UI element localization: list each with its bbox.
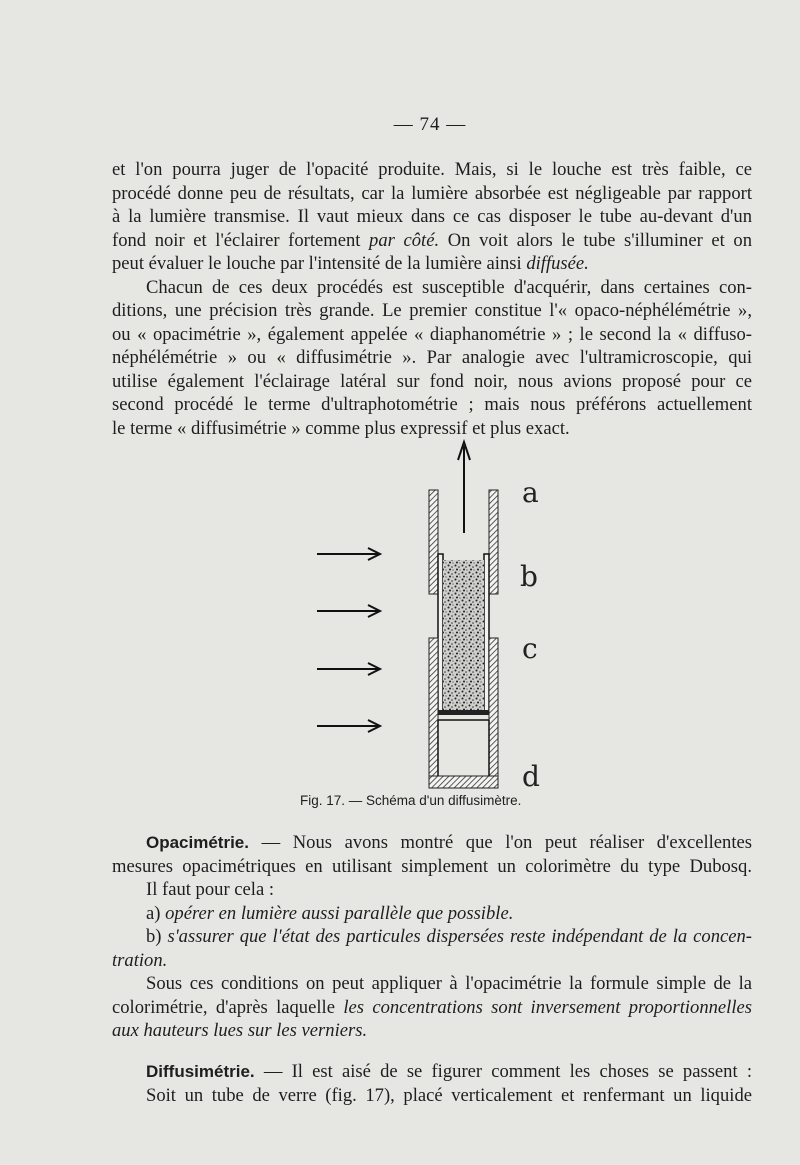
liquid-sample <box>443 560 484 710</box>
text-fragment: On voit alors le tube s'illuminer et on <box>447 229 752 251</box>
upper-tube-left-wall <box>429 490 438 594</box>
opacimetrie-heading: Opacimétrie. <box>146 833 249 852</box>
text-line <box>112 252 752 276</box>
diffusimetrie-heading: Diffusimétrie. <box>146 1062 255 1081</box>
inner-tube-wall-left <box>438 554 443 714</box>
text-line: Soit un tube de verre (fig. 17), placé verticalement et renfermant un liquide <box>146 1084 752 1106</box>
diffusimeter-figure <box>300 438 570 798</box>
diffusimetrie-line <box>112 1060 752 1084</box>
text-fragment: — Il est aisé de se figurer comment les choses se passent : <box>263 1061 752 1082</box>
inner-tube-bottom <box>438 710 489 715</box>
list-text: s'assurer que l'état des particules dispersées reste indépendant de la concen-tration. <box>112 926 752 971</box>
body-text-middle <box>112 831 752 1043</box>
text-line: ou « opacimétrie », également appelée « diaphanométrie » ; le second la « diffuso- <box>112 323 752 345</box>
list-marker: b) <box>146 926 162 947</box>
text-line: et l'on pourra juger de l'opacité produite. Mais, si le louche est très faible, ce <box>112 159 752 180</box>
text-line: utilise également l'éclairage latéral sur fond noir, nous avions proposé pour ce <box>112 370 752 392</box>
inner-tube-wall-right <box>484 554 489 714</box>
italic-statement: les concentrations sont inversement proportionnelles aux hauteurs lues sur les verniers. <box>112 996 752 1041</box>
text-line: à la lumière transmise. Il vaut mieux dans ce cas disposer le tube au-devant d'un <box>112 206 752 227</box>
text-fragment: Sous ces conditions on peut appliquer à l'opacimétrie la formule simple de la colorimétrie, d'après laquelle <box>112 973 752 1018</box>
label-b: b <box>520 560 538 593</box>
text-fragment: — Nous avons montré que l'on peut réaliser d'excellentes <box>261 832 752 853</box>
text-line: mesures opacimétriques en utilisant simplement un colorimètre du type Dubosq. <box>112 855 752 877</box>
list-item-b <box>112 925 752 972</box>
label-d: d <box>522 760 540 793</box>
list-text: opérer en lumière aussi parallèle que possible. <box>165 902 514 924</box>
incident-light-arrows <box>317 548 380 732</box>
text-line: Chacun de ces deux procédés est susceptible d'acquérir, dans certaines con- <box>146 276 752 298</box>
opacimetrie-line <box>112 831 752 855</box>
page-number: — 74 — <box>393 114 467 135</box>
figure-caption: Fig. 17. — Schéma d'un diffusimètre. <box>300 793 522 808</box>
label-c: c <box>522 632 538 665</box>
body-text-top <box>112 158 752 440</box>
lower-tube-right-wall <box>489 638 498 788</box>
text-line: second procédé le terme d'ultraphotométrie ; mais nous préférons actuellement <box>112 394 752 415</box>
text-line: procédé donne peu de résultats, car la lumière absorbée est négligeable par rapport <box>112 182 752 204</box>
text-line <box>112 229 752 253</box>
list-item-a <box>112 902 752 926</box>
text-fragment: fond noir et l'éclairer fortement <box>112 229 361 251</box>
lower-tube-base <box>429 776 498 788</box>
italic-term: par côté. <box>369 229 440 251</box>
text-line: néphélémétrie » ou « diffusimétrie ». Par analogie avec l'ultramicroscopie, qui <box>112 347 752 368</box>
text-line: Il faut pour cela : <box>146 879 275 900</box>
lower-tube-left-wall <box>429 638 438 788</box>
label-a: a <box>522 476 539 509</box>
body-text-bottom <box>112 1060 752 1107</box>
text-paragraph <box>112 972 752 1043</box>
text-fragment: peut évaluer le louche par l'intensité de la lumière ainsi <box>112 253 522 274</box>
italic-term: diffusée. <box>526 253 589 274</box>
text-line: le terme « diffusimétrie » comme plus expressif et plus exact. <box>112 417 570 439</box>
upper-tube-right-wall <box>489 490 498 594</box>
list-marker: a) <box>146 902 161 924</box>
text-line: ditions, une précision très grande. Le premier constitue l'« opaco-néphélémétrie », <box>112 300 752 321</box>
